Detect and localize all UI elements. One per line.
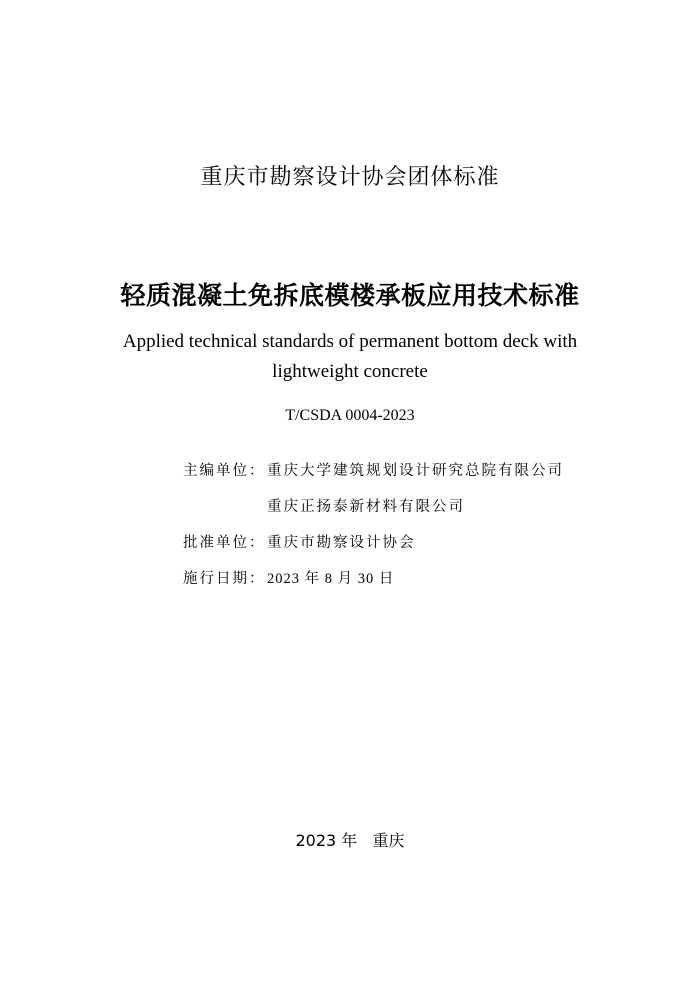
effective-date-row bbox=[183, 568, 564, 604]
approver-label: 批准单位： bbox=[183, 535, 266, 551]
editor-row-2 bbox=[183, 496, 564, 532]
editor-unit-1: 重庆大学建筑规划设计研究总院有限公司 bbox=[267, 463, 564, 479]
editor-label: 主编单位： bbox=[183, 463, 266, 479]
english-title bbox=[0, 327, 700, 387]
footer bbox=[0, 828, 700, 851]
english-title-line-1: Applied technical standards of permanent bottom deck with bbox=[122, 331, 578, 352]
footer-city: 重庆 bbox=[372, 831, 405, 850]
standard-number: T/CSDA 0004-2023 bbox=[285, 407, 415, 424]
effective-date-value: 2023 年 8 月 30 日 bbox=[267, 571, 395, 587]
approver-unit: 重庆市勘察设计协会 bbox=[267, 535, 416, 551]
organization-title: 重庆市勘察设计协会团体标准 bbox=[200, 165, 500, 190]
editor-row bbox=[183, 460, 564, 496]
english-title-line-2: lightweight concrete bbox=[272, 361, 428, 382]
info-block bbox=[183, 460, 564, 604]
editor-unit-2: 重庆正扬泰新材料有限公司 bbox=[267, 499, 465, 515]
footer-year: 2023 年 bbox=[295, 831, 358, 850]
approver-row bbox=[183, 532, 564, 568]
effective-date-label: 施行日期： bbox=[183, 571, 266, 587]
standard-title: 轻质混凝土免拆底模楼承板应用技术标准 bbox=[120, 281, 580, 310]
